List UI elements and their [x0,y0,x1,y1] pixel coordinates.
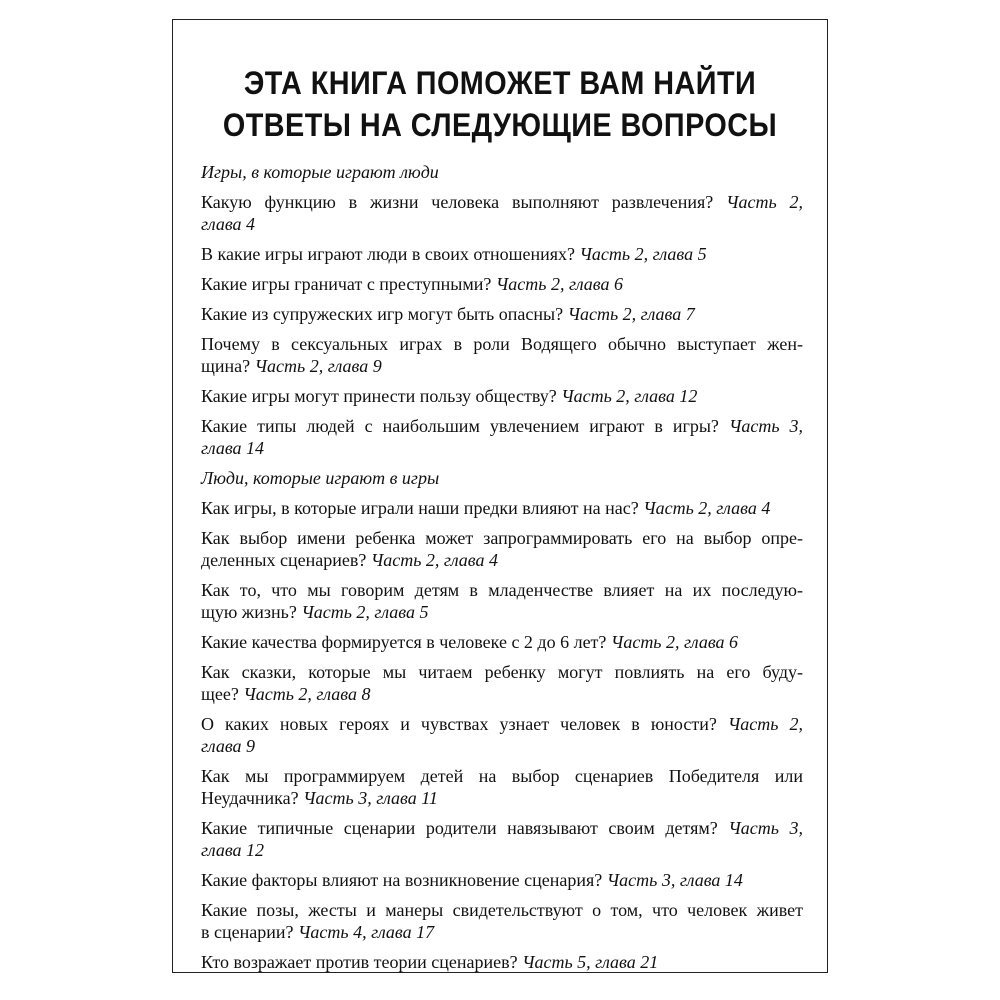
question-text: Неудачника? [201,788,299,808]
chapter-ref: глава 9 [201,736,256,756]
question-text: Какие игры граничат с преступными? [201,274,492,294]
question-text: в сценарии? [201,922,294,942]
list-item [201,303,803,325]
question-text: Какие игры могут принести пользу обществу? [201,386,557,406]
question-text: Как игры, в которые играли наши предки влияют на нас? [201,498,639,518]
chapter-ref: Часть 3, глава 11 [303,788,438,808]
page-title [206,62,795,146]
list-item [201,899,803,943]
title-line-2: ОТВЕТЫ НА СЛЕДУЮЩИЕ ВОПРОСЫ [222,107,778,143]
question-text: О каких новых героях и чувствах узнает человек в юности? [201,714,717,734]
question-text: В какие игры играют люди в своих отношениях? [201,244,575,264]
question-text: Какие факторы влияют на возникновение сценария? [201,870,603,890]
question-text: Какие качества формируется в человеке с 2 до 6 лет? [201,632,607,652]
list-item [201,579,803,623]
title-line-1: ЭТА КНИГА ПОМОЖЕТ ВАМ НАЙТИ [243,65,757,101]
list-item [201,333,803,377]
chapter-ref: Часть 2, глава 7 [567,304,695,324]
question-text: щую жизнь? [201,602,297,622]
question-text: Какие позы, жесты и манеры свидетельствуют о том, что человек живет [201,900,803,920]
chapter-ref: Часть 2, глава 4 [643,498,771,518]
chapter-ref: глава 4 [201,214,256,234]
list-item [201,273,803,295]
chapter-ref: Часть 2, глава 5 [301,602,429,622]
question-text: Почему в сексуальных играх в роли Водящего обычно выступает жен- [201,334,803,354]
chapter-ref: Часть 3, [728,818,804,838]
section-title-people: Люди, которые играют в игры [201,468,440,488]
question-text: Какие типы людей с наибольшим увлечением играют в игры? [201,416,719,436]
list-item [201,497,803,519]
question-text: Какие типичные сценарии родители навязывают своим детям? [201,818,718,838]
chapter-ref: Часть 2, глава 12 [561,386,698,406]
list-item [201,415,803,459]
chapter-ref: Часть 3, глава 14 [606,870,743,890]
list-item [201,869,803,891]
list-item [201,385,803,407]
question-text: Как выбор имени ребенка может запрограммировать его на выбор опре- [201,528,803,548]
list-item [201,765,803,809]
question-text: Кто возражает против теории сценариев? [201,952,518,972]
list-item [201,191,803,235]
question-text: Как сказки, которые мы читаем ребенку могут повлиять на его буду- [201,662,803,682]
question-text: щее? [201,684,239,704]
questions-list [201,161,803,981]
chapter-ref: глава 12 [201,840,265,860]
question-text: Какую функцию в жизни человека выполняют развлечения? [201,192,714,212]
question-text: Как мы программируем детей на выбор сценариев Победителя или [201,766,803,786]
chapter-ref: Часть 2, глава 5 [579,244,707,264]
list-item [201,817,803,861]
list-item [201,713,803,757]
chapter-ref: Часть 2, глава 6 [610,632,739,652]
question-text: Как то, что мы говорим детям в младенчестве влияет на их последую- [201,580,803,600]
chapter-ref: глава 14 [201,438,265,458]
list-item [201,631,803,653]
question-text: деленных сценариев? [201,550,367,570]
chapter-ref: Часть 5, глава 21 [522,952,659,972]
chapter-ref: Часть 3, [728,416,804,436]
page-frame [172,19,828,973]
chapter-ref: Часть 2, глава 8 [243,684,371,704]
chapter-ref: Часть 2, глава 9 [254,356,382,376]
list-item [201,527,803,571]
chapter-ref: Часть 2, глава 6 [495,274,623,294]
chapter-ref: Часть 2, глава 4 [370,550,498,570]
section-title-games: Игры, в которые играют люди [201,162,439,182]
list-item [201,661,803,705]
question-text: Какие из супружеских игр могут быть опасны? [201,304,564,324]
chapter-ref: Часть 4, глава 17 [298,922,435,942]
chapter-ref: Часть 2, [726,192,804,212]
list-item [201,951,803,973]
chapter-ref: Часть 2, [727,714,803,734]
question-text: щина? [201,356,251,376]
list-item [201,243,803,265]
